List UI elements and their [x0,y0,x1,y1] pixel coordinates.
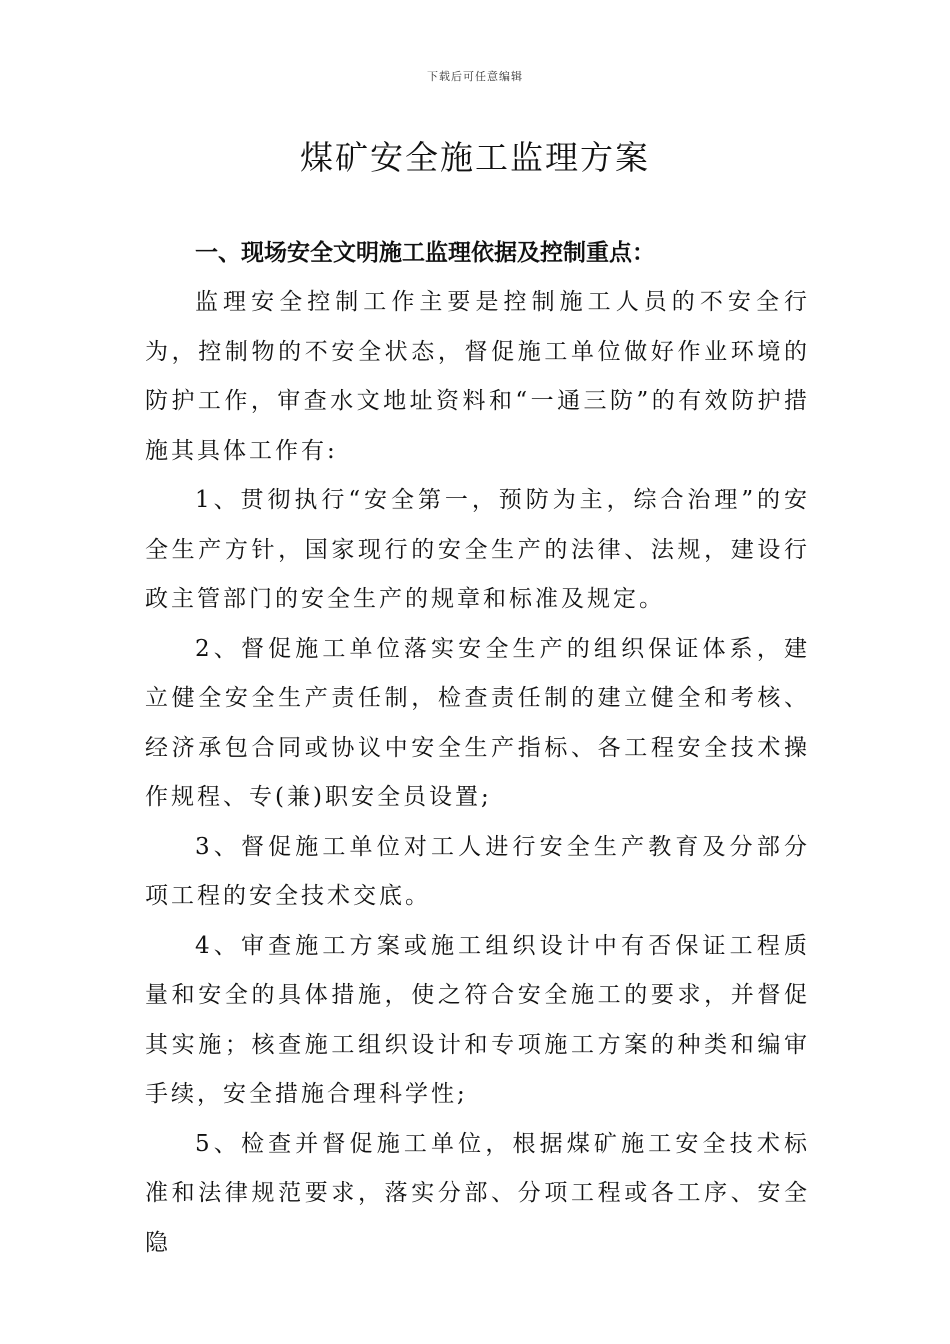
header-note: 下载后可任意编辑 [427,70,523,83]
paragraph-item-5: 5、检查并督促施工单位，根据煤矿施工安全技术标准和法律规范要求，落实分部、分项工程或各工序、安全隐 [145,1130,810,1256]
document-title: 煤矿安全施工监理方案 [300,138,650,177]
paragraph-item-3: 3、督促施工单位对工人进行安全生产教育及分部分项工程的安全技术交底。 [145,833,810,909]
section-heading: 一、现场安全文明施工监理依据及控制重点： [195,240,655,266]
paragraph-item-1: 1、贯彻执行“安全第一，预防为主，综合治理”的安全生产方针，国家现行的安全生产的法律、法规，建设行政主管部门的安全生产的规章和标准及规定。 [145,487,810,612]
paragraph-item-4: 4、审查施工方案或施工组织设计中有否保证工程质量和安全的具体措施，使之符合安全施工的要求，并督促其实施；核查施工组织设计和专项施工方案的种类和编审手续，安全措施合理科学性; [145,932,810,1107]
document-body [145,228,810,1268]
paragraph-intro: 监理安全控制工作主要是控制施工人员的不安全行为，控制物的不安全状态，督促施工单位做好作业环境的防护工作，审查水文地址资料和“一通三防”的有效防护措施其具体工作有: [145,289,810,464]
paragraph-item-2: 2、督促施工单位落实安全生产的组织保证体系，建立健全安全生产责任制，检查责任制的建立健全和考核、经济承包合同或协议中安全生产指标、各工程安全技术操作规程、专(兼)职安全员设置; [145,635,810,810]
